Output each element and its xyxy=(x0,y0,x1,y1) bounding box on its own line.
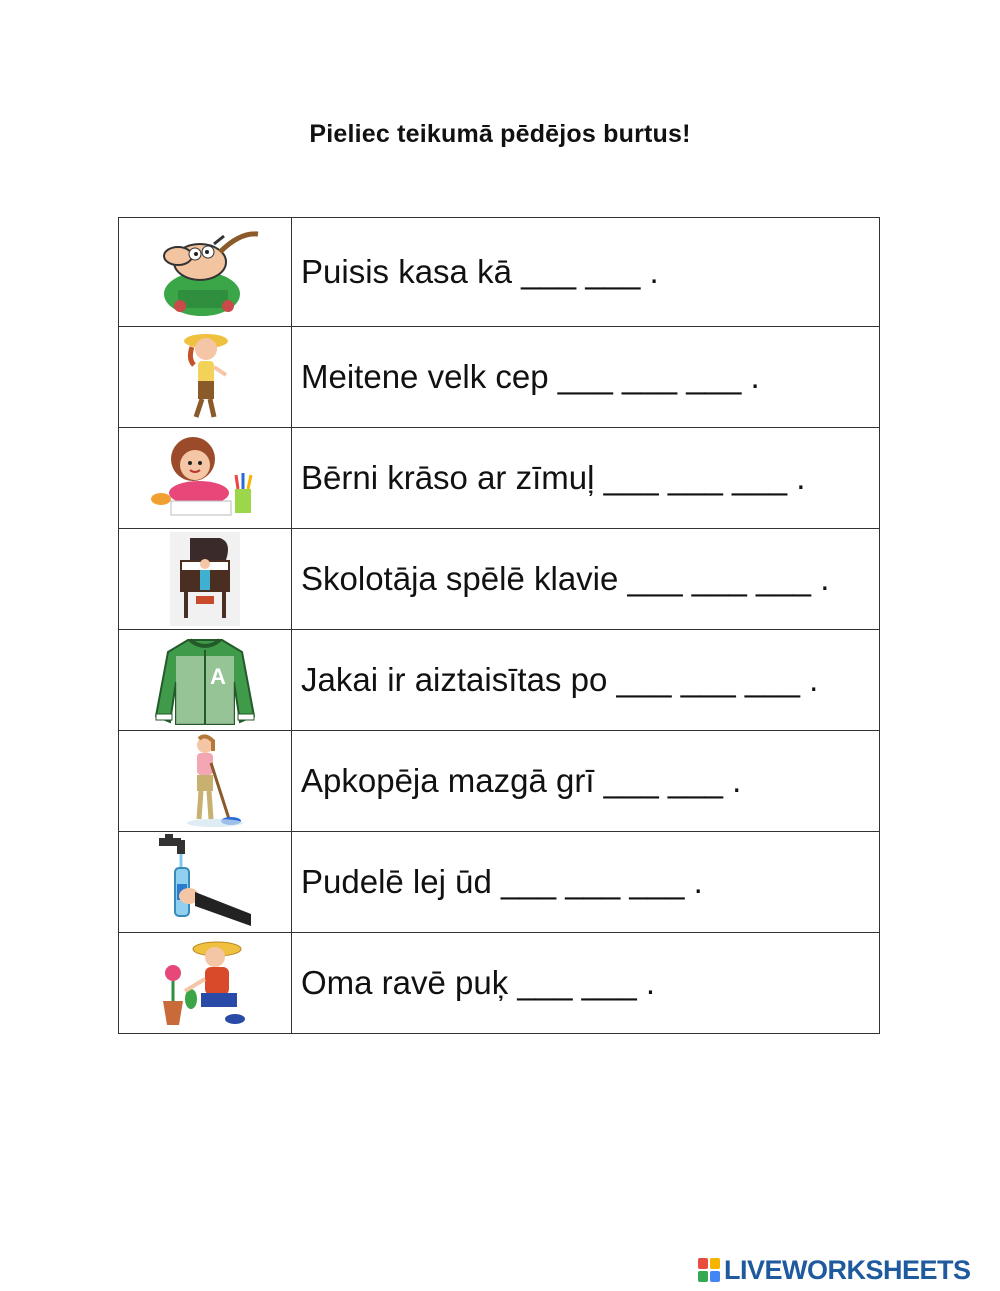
picture-cell xyxy=(119,218,292,327)
table-row xyxy=(119,933,880,1034)
child-drawing-icon xyxy=(145,433,265,523)
liveworksheets-logo xyxy=(698,1254,971,1286)
table-row xyxy=(119,218,880,327)
brand-name: LIVEWORKSHEETS xyxy=(724,1254,971,1285)
table-row xyxy=(119,731,880,832)
picture-cell xyxy=(119,933,292,1034)
sentence-text[interactable]: Puisis kasa kā ___ ___ . xyxy=(292,218,880,327)
logo-blocks-icon xyxy=(698,1258,720,1282)
table-row xyxy=(119,428,880,529)
sentence-text[interactable]: Skolotāja spēlē klavie ___ ___ ___ . xyxy=(292,529,880,630)
worksheet-title: Pieliec teikumā pēdējos burtus! xyxy=(309,120,691,148)
picture-cell xyxy=(119,832,292,933)
woman-mopping-icon xyxy=(165,733,245,829)
sentence-text[interactable]: Apkopēja mazgā grī ___ ___ . xyxy=(292,731,880,832)
man-digging-icon xyxy=(140,222,270,322)
piano-player-icon xyxy=(170,532,240,626)
picture-cell xyxy=(119,428,292,529)
picture-cell xyxy=(119,630,292,731)
table-row xyxy=(119,327,880,428)
sentence-text[interactable]: Bērni krāso ar zīmuļ ___ ___ ___ . xyxy=(292,428,880,529)
worksheet-table xyxy=(118,217,880,1034)
sentence-text[interactable]: Oma ravē puķ ___ ___ . xyxy=(292,933,880,1034)
sentence-text[interactable]: Jakai ir aiztaisītas po ___ ___ ___ . xyxy=(292,630,880,731)
picture-cell xyxy=(119,731,292,832)
table-row xyxy=(119,630,880,731)
sentence-text[interactable]: Meitene velk cep ___ ___ ___ . xyxy=(292,327,880,428)
sentence-text[interactable]: Pudelē lej ūd ___ ___ ___ . xyxy=(292,832,880,933)
bottle-under-tap-icon xyxy=(155,834,255,930)
green-jacket-icon xyxy=(150,632,260,728)
girl-in-hat-icon xyxy=(170,329,240,425)
picture-cell xyxy=(119,327,292,428)
table-row xyxy=(119,529,880,630)
grandma-gardening-icon xyxy=(155,935,255,1031)
picture-cell xyxy=(119,529,292,630)
table-row xyxy=(119,832,880,933)
svg-text:A: A xyxy=(210,664,226,689)
